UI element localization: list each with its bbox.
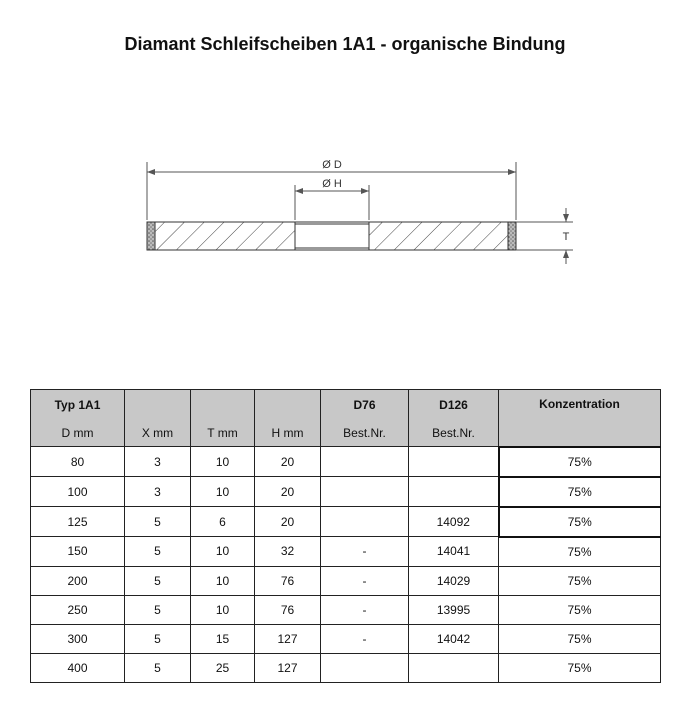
cell-x: 5 — [125, 595, 191, 624]
cell-t: 10 — [191, 595, 255, 624]
header-d126: D126 — [409, 390, 499, 420]
abrasive-rim-left — [147, 222, 155, 250]
cell-konzentration: 75% — [499, 507, 661, 537]
cell-konzentration: 75% — [499, 477, 661, 507]
cell-d126 — [409, 447, 499, 477]
page-title: Diamant Schleifscheiben 1A1 - organische Bindung — [124, 34, 566, 54]
cell-d: 300 — [31, 624, 125, 653]
spec-table — [30, 389, 661, 683]
cell-d: 100 — [31, 477, 125, 507]
cell-d76: - — [321, 566, 409, 595]
cell-d76: - — [321, 595, 409, 624]
cell-d: 200 — [31, 566, 125, 595]
cell-d76: - — [321, 537, 409, 567]
cell-t: 6 — [191, 507, 255, 537]
cell-h: 127 — [255, 624, 321, 653]
cell-konzentration: 75% — [499, 595, 661, 624]
cell-konzentration: 75% — [499, 537, 661, 567]
cell-t: 10 — [191, 566, 255, 595]
cell-h: 32 — [255, 537, 321, 567]
cell-d76 — [321, 507, 409, 537]
cell-x: 3 — [125, 477, 191, 507]
cell-t: 10 — [191, 447, 255, 477]
table-row — [31, 537, 661, 567]
table-row — [31, 624, 661, 653]
cell-konzentration: 75% — [499, 447, 661, 477]
cell-h: 76 — [255, 566, 321, 595]
cell-d126: 14041 — [409, 537, 499, 567]
dim-t-label: T — [562, 231, 570, 243]
header-blank — [191, 390, 255, 420]
table-row — [31, 447, 661, 477]
cell-d76 — [321, 447, 409, 477]
cell-t: 25 — [191, 653, 255, 682]
cell-d76 — [321, 653, 409, 682]
table-row — [31, 566, 661, 595]
subheader-d126-bestnr: Best.Nr. — [409, 419, 499, 447]
cell-t: 10 — [191, 537, 255, 567]
cell-d76 — [321, 477, 409, 507]
cell-x: 5 — [125, 653, 191, 682]
table-row — [31, 507, 661, 537]
cell-x: 5 — [125, 624, 191, 653]
wheel-body-left — [155, 222, 295, 250]
subheader-d: D mm — [31, 419, 125, 447]
header-konzentration: Konzentration — [499, 390, 661, 447]
table-row — [31, 477, 661, 507]
subheader-d76-bestnr: Best.Nr. — [321, 419, 409, 447]
cell-h: 20 — [255, 507, 321, 537]
cell-h: 20 — [255, 447, 321, 477]
dim-d-label: Ø D — [322, 159, 342, 171]
subheader-h: H mm — [255, 419, 321, 447]
cell-d126: 14029 — [409, 566, 499, 595]
cell-t: 10 — [191, 477, 255, 507]
cell-konzentration: 75% — [499, 566, 661, 595]
abrasive-rim-right — [508, 222, 516, 250]
cell-d76: - — [321, 624, 409, 653]
cell-x: 5 — [125, 566, 191, 595]
cell-d126: 13995 — [409, 595, 499, 624]
cell-d: 400 — [31, 653, 125, 682]
subheader-t: T mm — [191, 419, 255, 447]
grinding-wheel-drawing — [88, 140, 608, 275]
cell-d: 125 — [31, 507, 125, 537]
wheel-body-right — [369, 222, 508, 250]
cell-konzentration: 75% — [499, 624, 661, 653]
cell-h: 20 — [255, 477, 321, 507]
cell-x: 3 — [125, 447, 191, 477]
subheader-x: X mm — [125, 419, 191, 447]
cell-d: 250 — [31, 595, 125, 624]
cell-d126 — [409, 477, 499, 507]
cell-d126 — [409, 653, 499, 682]
cell-x: 5 — [125, 507, 191, 537]
table-row — [31, 595, 661, 624]
header-blank — [125, 390, 191, 420]
header-type: Typ 1A1 — [31, 390, 125, 420]
cell-x: 5 — [125, 537, 191, 567]
cell-konzentration: 75% — [499, 653, 661, 682]
wheel-bore — [295, 222, 369, 250]
cell-h: 76 — [255, 595, 321, 624]
header-d76: D76 — [321, 390, 409, 420]
table-header-row — [31, 390, 661, 420]
table-row — [31, 653, 661, 682]
cell-d126: 14042 — [409, 624, 499, 653]
cell-t: 15 — [191, 624, 255, 653]
header-blank — [255, 390, 321, 420]
cell-d126: 14092 — [409, 507, 499, 537]
cell-d: 80 — [31, 447, 125, 477]
dim-h-label: Ø H — [322, 178, 342, 190]
cell-h: 127 — [255, 653, 321, 682]
cell-d: 150 — [31, 537, 125, 567]
